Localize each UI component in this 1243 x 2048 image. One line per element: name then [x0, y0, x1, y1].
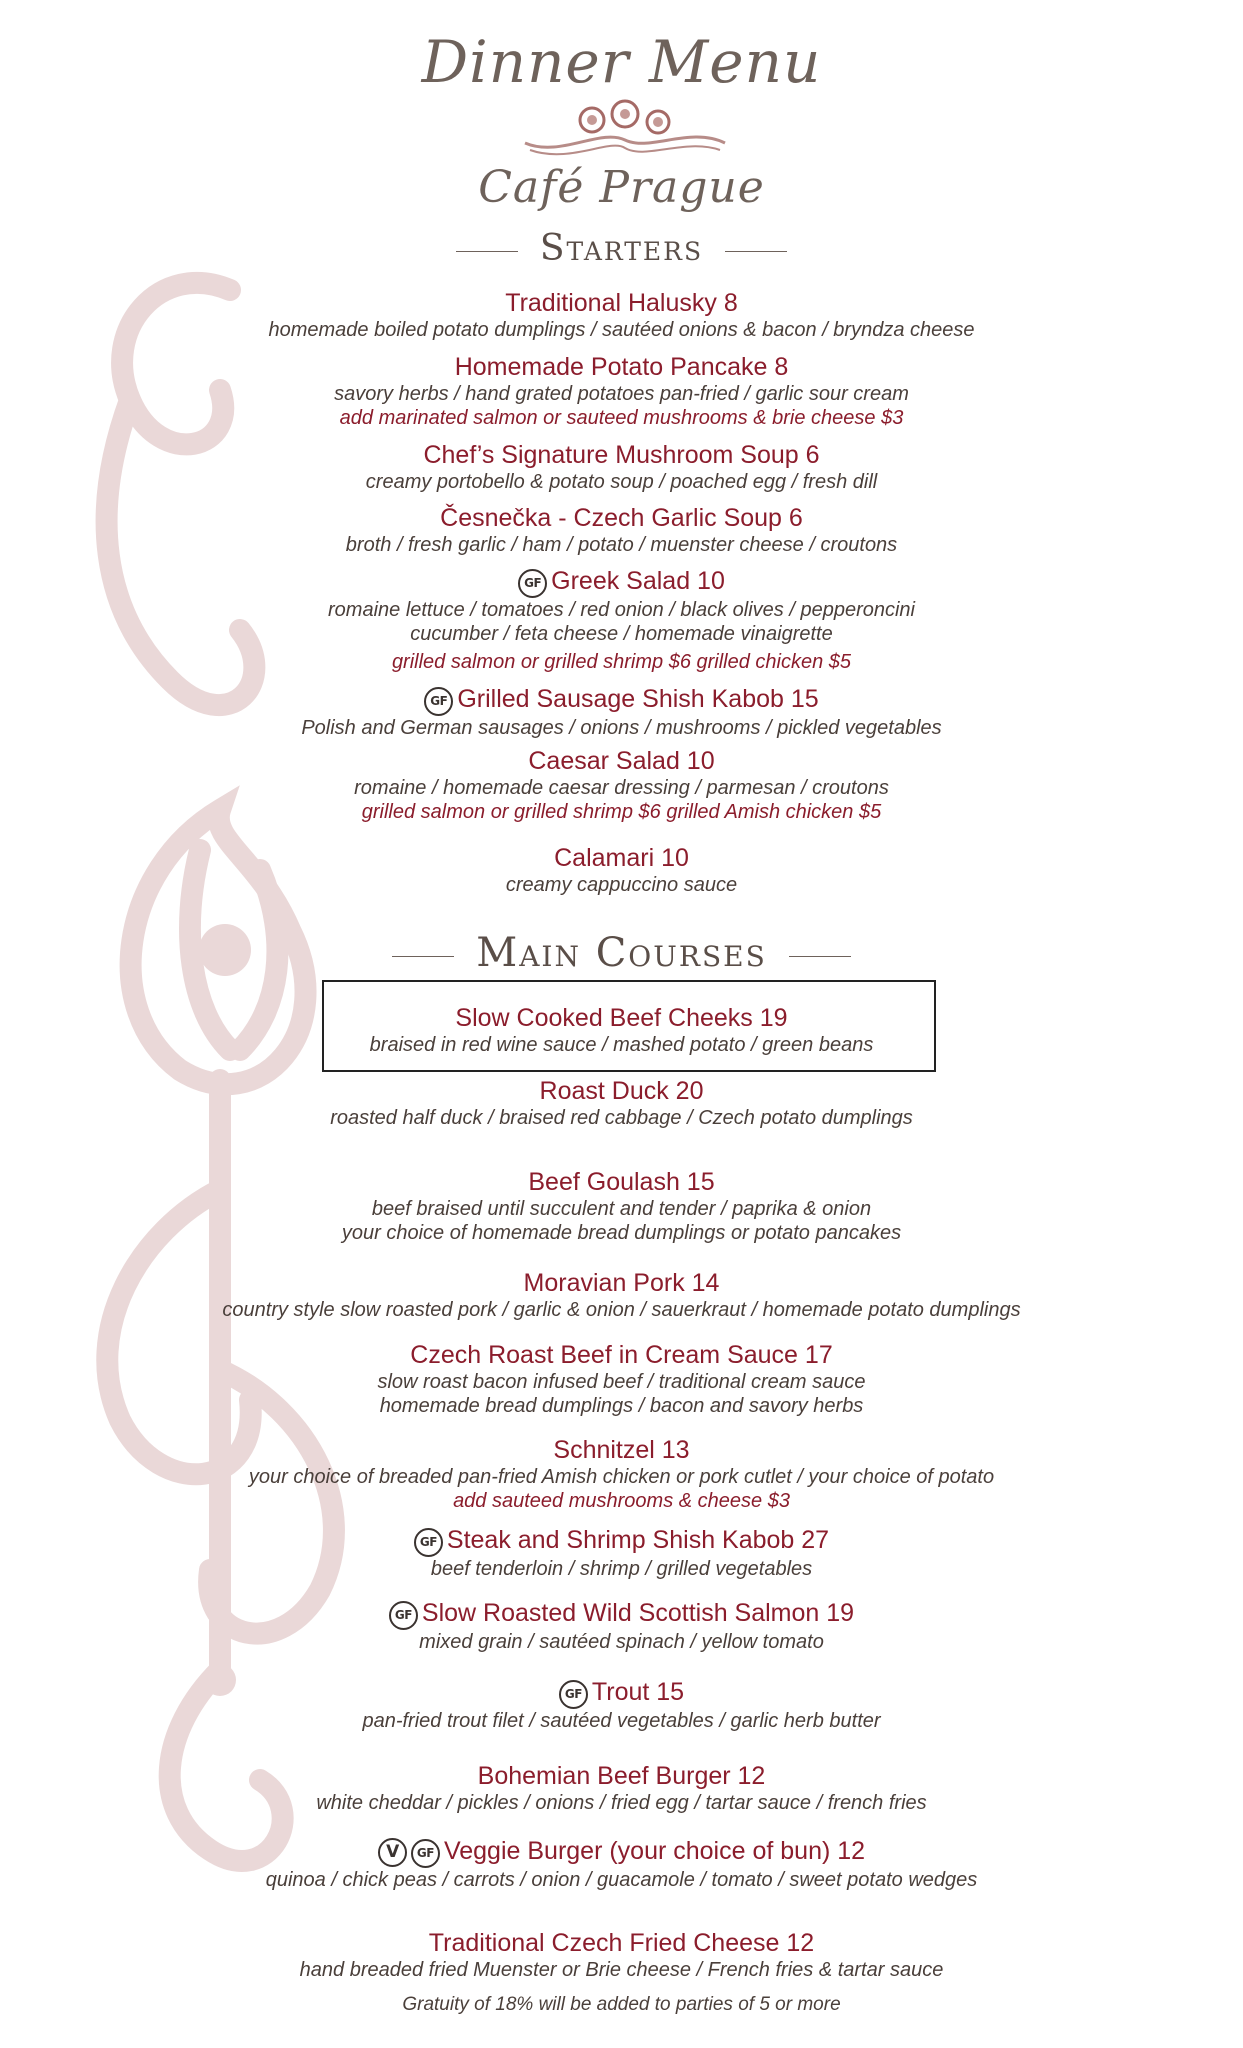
menu-item-name [0, 440, 1243, 470]
menu-item-title: Chef’s Signature Mushroom Soup 6 [423, 441, 820, 469]
menu-item-description: pan-fried trout filet / sautéed vegetables / garlic herb butter [362, 1710, 881, 1732]
menu-item-name [0, 503, 1243, 533]
menu-item [0, 1525, 1243, 1581]
menu-item-name [0, 1340, 1243, 1370]
menu-item-name [0, 1677, 1243, 1709]
menu-item-title: Caesar Salad 10 [528, 747, 715, 775]
divider [725, 251, 787, 252]
menu-item-title: Slow Roasted Wild Scottish Salmon 19 [421, 1599, 855, 1627]
menu-item-description: hand breaded fried Muenster or Brie cheese / French fries & tartar sauce [299, 1959, 944, 1981]
menu-item-description: creamy portobello & potato soup / poached egg / fresh dill [365, 471, 878, 493]
main-courses-heading [0, 930, 1243, 976]
menu-item-name [0, 1076, 1243, 1106]
menu-item-title: Veggie Burger (your choice of bun) 12 [443, 1837, 866, 1865]
gluten-free-badge-icon: GF [518, 569, 547, 598]
menu-item-name [0, 843, 1243, 873]
menu-title: Dinner Menu [421, 28, 822, 96]
menu-item-description: mixed grain / sautéed spinach / yellow tomato [419, 1631, 824, 1653]
menu-item-title: Trout 15 [591, 1678, 685, 1706]
menu-item-name [0, 566, 1243, 598]
menu-item [0, 746, 1243, 824]
menu-item [0, 352, 1243, 430]
menu-item-title: Roast Duck 20 [539, 1077, 704, 1105]
menu-item-name [0, 288, 1243, 318]
menu-item [0, 1677, 1243, 1733]
menu-item-title: Moravian Pork 14 [523, 1269, 720, 1297]
menu-item [0, 1340, 1243, 1418]
menu-item [0, 1167, 1243, 1245]
menu-item-name [0, 1761, 1243, 1791]
divider [392, 956, 454, 957]
menu-item-description: homemade bread dumplings / bacon and savory herbs [379, 1395, 864, 1417]
menu-item-title: Schnitzel 13 [553, 1436, 690, 1464]
menu-item-addon: add sauteed mushrooms & cheese $3 [453, 1490, 790, 1512]
menu-item-title: Grilled Sausage Shish Kabob 15 [457, 685, 819, 713]
menu-item-name [0, 1167, 1243, 1197]
menu-item-description: creamy cappuccino sauce [505, 874, 738, 896]
main-courses-heading-label: Main Courses [476, 930, 767, 976]
menu-item-description: your choice of breaded pan-fried Amish chicken or pork cutlet / your choice of potato [248, 1466, 995, 1488]
menu-item-description: broth / fresh garlic / ham / potato / muenster cheese / croutons [345, 534, 898, 556]
menu-item-description: beef braised until succulent and tender / paprika & onion [371, 1198, 872, 1220]
menu-item-title: Homemade Potato Pancake 8 [454, 353, 789, 381]
menu-item-name [0, 1003, 1243, 1033]
menu-item-description: your choice of homemade bread dumplings or potato pancakes [341, 1222, 902, 1244]
menu-item-description: cucumber / feta cheese / homemade vinaigrette [410, 623, 833, 645]
menu-item-description: romaine / homemade caesar dressing / parmesan / croutons [354, 777, 889, 799]
menu-item [0, 503, 1243, 557]
menu-item-title: Traditional Czech Fried Cheese 12 [428, 1929, 815, 1957]
menu-item [0, 440, 1243, 494]
menu-item [0, 1761, 1243, 1815]
menu-item-title: Česnečka - Czech Garlic Soup 6 [440, 504, 803, 532]
menu-item-description: roasted half duck / braised red cabbage / Czech potato dumplings [330, 1107, 913, 1129]
gluten-free-badge-icon: GF [559, 1680, 588, 1709]
vegetarian-badge-icon: V [378, 1838, 407, 1867]
menu-item [0, 843, 1243, 897]
menu-item-name [0, 746, 1243, 776]
menu-item-description: white cheddar / pickles / onions / fried egg / tartar sauce / french fries [316, 1792, 927, 1814]
menu-item [0, 288, 1243, 342]
menu-item [0, 1928, 1243, 1982]
menu-item-addon: add marinated salmon or sauteed mushrooms & brie cheese $3 [339, 407, 904, 429]
menu-item-title: Slow Cooked Beef Cheeks 19 [455, 1004, 788, 1032]
menu-item [0, 1268, 1243, 1322]
menu-item [0, 1003, 1243, 1057]
menu-item-description: homemade boiled potato dumplings / sautéed onions & bacon / bryndza cheese [268, 319, 975, 341]
menu-item-name [0, 352, 1243, 382]
gluten-free-badge-icon: GF [389, 1601, 418, 1630]
menu-item-name [0, 1268, 1243, 1298]
menu-item-description: country style slow roasted pork / garlic & onion / sauerkraut / homemade potato dumplings [222, 1299, 1021, 1321]
menu-item-name [0, 1598, 1243, 1630]
menu-item [0, 684, 1243, 740]
rose-flourish-icon [520, 98, 730, 168]
menu-item-title: Beef Goulash 15 [528, 1168, 715, 1196]
gluten-free-badge-icon: GF [411, 1839, 440, 1868]
menu-item-description: quinoa / chick peas / carrots / onion / guacamole / tomato / sweet potato wedges [265, 1869, 978, 1891]
divider [789, 956, 851, 957]
menu-item-title: Steak and Shrimp Shish Kabob 27 [446, 1526, 830, 1554]
menu-item [0, 1598, 1243, 1654]
starters-heading-label: Starters [539, 228, 704, 269]
divider [456, 251, 518, 252]
menu-item-description: beef tenderloin / shrimp / grilled vegetables [430, 1558, 813, 1580]
menu-item-description: romaine lettuce / tomatoes / red onion / black olives / pepperoncini [328, 599, 915, 621]
menu-item [0, 566, 1243, 674]
menu-item-title: Czech Roast Beef in Cream Sauce 17 [410, 1341, 833, 1369]
menu-item-name [0, 1435, 1243, 1465]
gluten-free-badge-icon: GF [424, 687, 453, 716]
menu-item-name [0, 1525, 1243, 1557]
menu-item [0, 1836, 1243, 1892]
gluten-free-badge-icon: GF [414, 1528, 443, 1557]
menu-item-description: Polish and German sausages / onions / mushrooms / pickled vegetables [301, 717, 942, 739]
menu-item [0, 1435, 1243, 1513]
restaurant-name: Café Prague [478, 162, 765, 213]
menu-item-description: slow roast bacon infused beef / traditional cream sauce [377, 1371, 866, 1393]
menu-item-description: savory herbs / hand grated potatoes pan-fried / garlic sour cream [334, 383, 909, 405]
menu-item-addon: grilled salmon or grilled shrimp $6 grilled chicken $5 [391, 651, 852, 673]
menu-item [0, 1076, 1243, 1130]
menu-item-title: Greek Salad 10 [551, 567, 725, 595]
menu-item-addon: grilled salmon or grilled shrimp $6 grilled Amish chicken $5 [361, 801, 882, 823]
menu-item-title: Bohemian Beef Burger 12 [477, 1762, 766, 1790]
gratuity-note: Gratuity of 18% will be added to parties of 5 or more [402, 1994, 841, 2015]
menu-item-name [0, 1836, 1243, 1868]
menu-item-title: Traditional Halusky 8 [505, 289, 738, 317]
menu-item-name [0, 684, 1243, 716]
menu-item-description: braised in red wine sauce / mashed potato / green beans [369, 1034, 874, 1056]
starters-heading [0, 228, 1243, 269]
menu-item-title: Calamari 10 [554, 844, 689, 872]
menu-item-name [0, 1928, 1243, 1958]
